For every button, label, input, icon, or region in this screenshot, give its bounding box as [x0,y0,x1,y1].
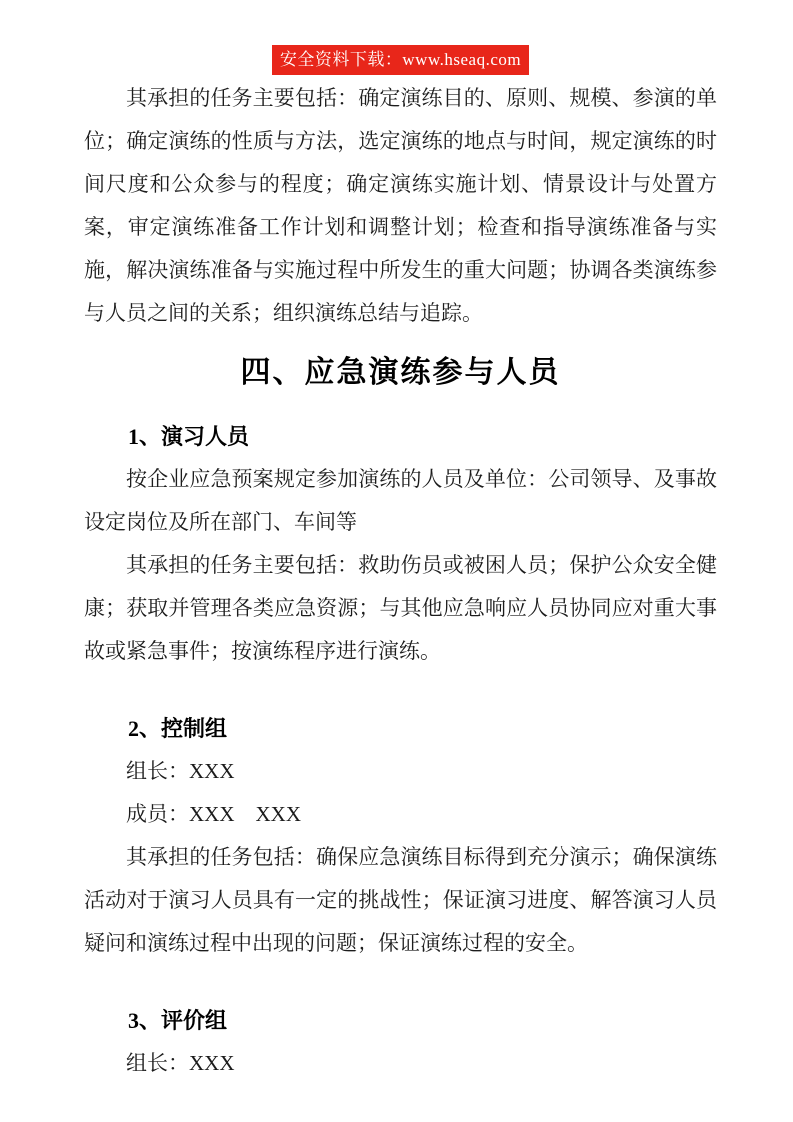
control-group-paragraph: 其承担的任务包括：确保应急演练目标得到充分演示；确保演练活动对于演习人员具有一定的挑战性；保证演习进度、解答演习人员疑问和演练过程中出现的问题；保证演练过程的安全。 [84,845,717,955]
evaluation-group-leader-line: 组长：XXX [126,1051,235,1075]
control-group-leader-line: 组长：XXX [126,759,235,783]
subsection-heading-drill-personnel: 1、演习人员 [128,424,250,449]
control-group-members-line: 成员：XXX XXX [126,802,301,826]
subsection-heading-control-group: 2、控制组 [128,716,228,741]
download-banner: 安全资料下载：www.hseaq.com [272,45,529,75]
header-banner-row [84,45,717,75]
section-title: 四、应急演练参与人员 [240,356,561,389]
subsection-heading-evaluation-group: 3、评价组 [128,1008,228,1033]
drill-personnel-paragraph-1: 按企业应急预案规定参加演练的人员及单位：公司领导、及事故设定岗位及所在部门、车间等 [84,467,717,534]
intro-paragraph: 其承担的任务主要包括：确定演练目的、原则、规模、参演的单位；确定演练的性质与方法，选定演练的地点与时间，规定演练的时间尺度和公众参与的程度；确定演练实施计划、情景设计与处置方案，审定演练准备工作计划和调整计划；检查和指导演练准备与实施，解决演练准备与实施过程中所发生的重大问题；协调各类演练参与人员之间的关系；组织演练总结与追踪。 [84,86,717,325]
drill-personnel-paragraph-2: 其承担的任务主要包括：救助伤员或被困人员；保护公众安全健康；获取并管理各类应急资源；与其他应急响应人员协同应对重大事故或紧急事件；按演练程序进行演练。 [84,553,717,663]
